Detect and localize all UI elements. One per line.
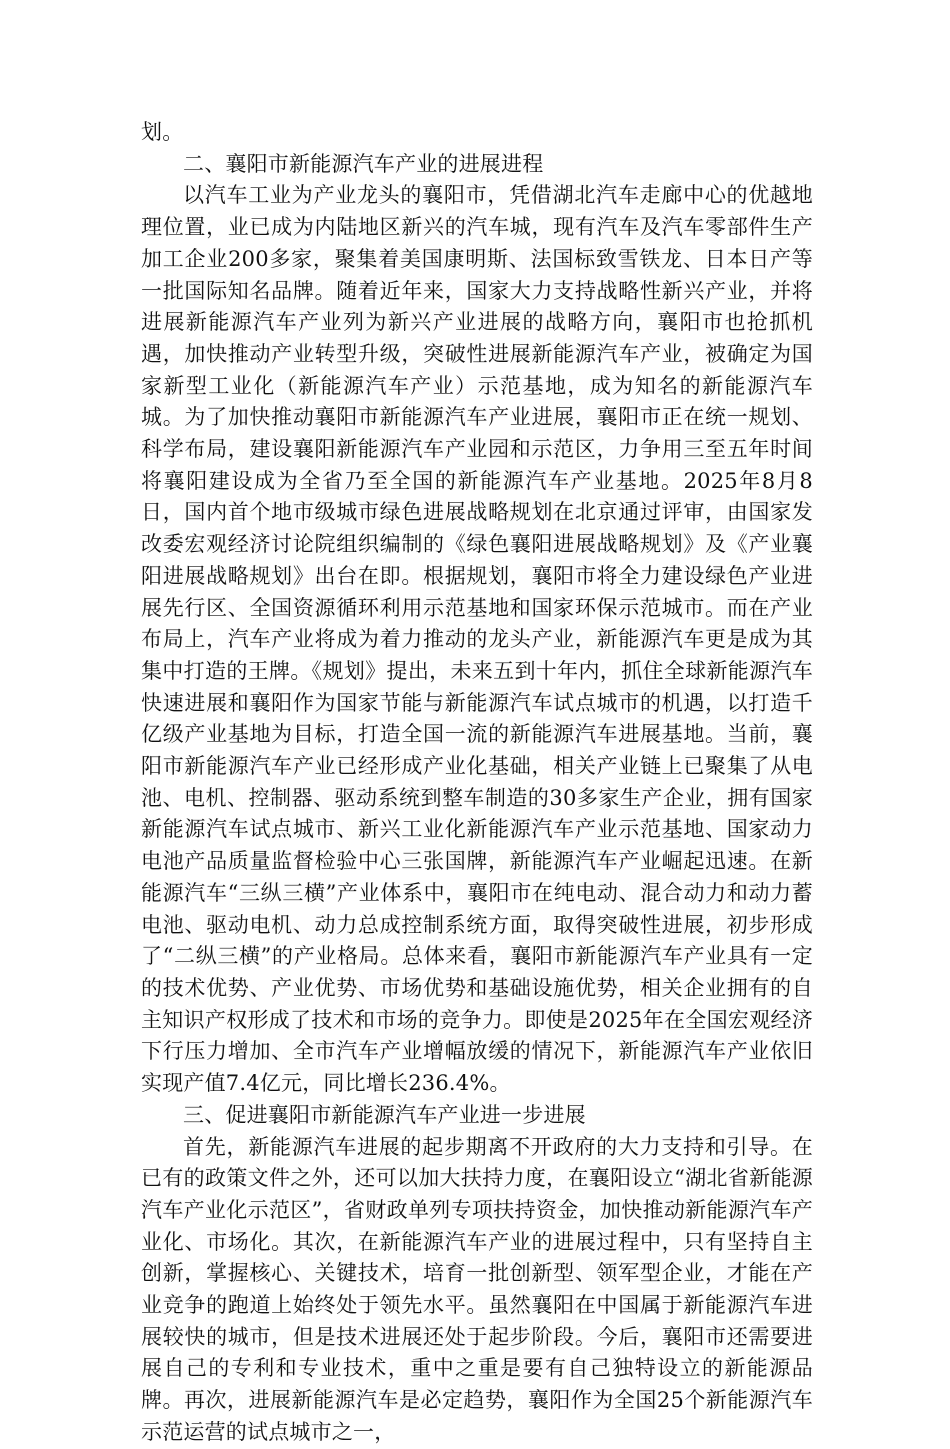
section-heading-3: 三、促进襄阳市新能源汽车产业进一步进展 [183, 1102, 586, 1127]
section-heading-2: 二、襄阳市新能源汽车产业的进展进程 [183, 151, 544, 176]
paragraph-section-2: 以汽车工业为产业龙头的襄阳市，凭借湖北汽车走廊中心的优越地理位置，业已成为内陆地区新兴的汽车城，现有汽车及汽车零部件生产加工企业200多家，聚集着美国康明斯、法国标致雪铁龙、日本日产等一批国际知名品牌。随着近年来，国家大力支持战略性新兴产业，并将进展新能源汽车产业列为新兴产业进展的战略方向，襄阳市也抢抓机遇，加快推动产业转型升级，突破性进展新能源汽车产业，被确定为国家新型工业化（新能源汽车产业）示范基地，成为知名的新能源汽车城。为了加快推动襄阳市新能源汽车产业进展，襄阳市正在统一规划、科学布局，建设襄阳新能源汽车产业园和示范区，力争用三至五年时间将襄阳建设成为全省乃至全国的新能源汽车产业基地。2025年8月8日，国内首个地市级城市绿色进展战略规划在北京通过评审，由国家发改委宏观经济讨论院组织编制的《绿色襄阳进展战略规划》及《产业襄阳进展战略规划》出台在即。根据规划，襄阳市将全力建设绿色产业进展先行区、全国资源循环利用示范基地和国家环保示范城市。而在产业布局上，汽车产业将成为着力推动的龙头产业，新能源汽车更是成为其集中打造的王牌。《规划》提出，未来五到十年内，抓住全球新能源汽车快速进展和襄阳作为国家节能与新能源汽车试点城市的机遇，以打造千亿级产业基地为目标，打造全国一流的新能源汽车进展基地。当前，襄阳市新能源汽车产业已经形成产业化基础，相关产业链上已聚集了从电池、电机、控制器、驱动系统到整车制造的30多家生产企业，拥有国家新能源汽车试点城市、新兴工业化新能源汽车产业示范基地、国家动力电池产品质量监督检验中心三张国牌，新能源汽车产业崛起迅速。在新能源汽车“三纵三横”产业体系中，襄阳市在纯电动、混合动力和动力蓄电池、驱动电机、动力总成控制系统方面，取得突破性进展，初步形成了“二纵三横”的产业格局。总体来看，襄阳市新能源汽车产业具有一定的技术优势、产业优势、市场优势和基础设施优势，相关企业拥有的自主知识产权形成了技术和市场的竞争力。即使是2025年在全国宏观经济下行压力增加、全市汽车产业增幅放缓的情况下，新能源汽车产业依旧实现产值7.4亿元，同比增长236.4%。 [141, 183, 813, 1096]
continuation-text: 划。 [141, 120, 184, 144]
paragraph-section-3: 首先，新能源汽车进展的起步期离不开政府的大力支持和引导。在已有的政策文件之外，还可以加大扶持力度，在襄阳设立“湖北省新能源汽车产业化示范区”，省财政单列专项扶持资金，加快推动新能源汽车产业化、市场化。其次，在新能源汽车产业的进展过程中，只有坚持自主创新，掌握核心、关键技术，培育一批创新型、领军型企业，才能在产业竞争的跑道上始终处于领先水平。虽然襄阳在中国属于新能源汽车进展较快的城市，但是技术进展还处于起步阶段。今后，襄阳市还需要进展自己的专利和专业技术，重中之重是要有自己独特设立的新能源品牌。再次，进展新能源汽车是必定趋势，襄阳作为全国25个新能源汽车示范运营的试点城市之一， [141, 1134, 813, 1444]
document-body [141, 117, 813, 1449]
